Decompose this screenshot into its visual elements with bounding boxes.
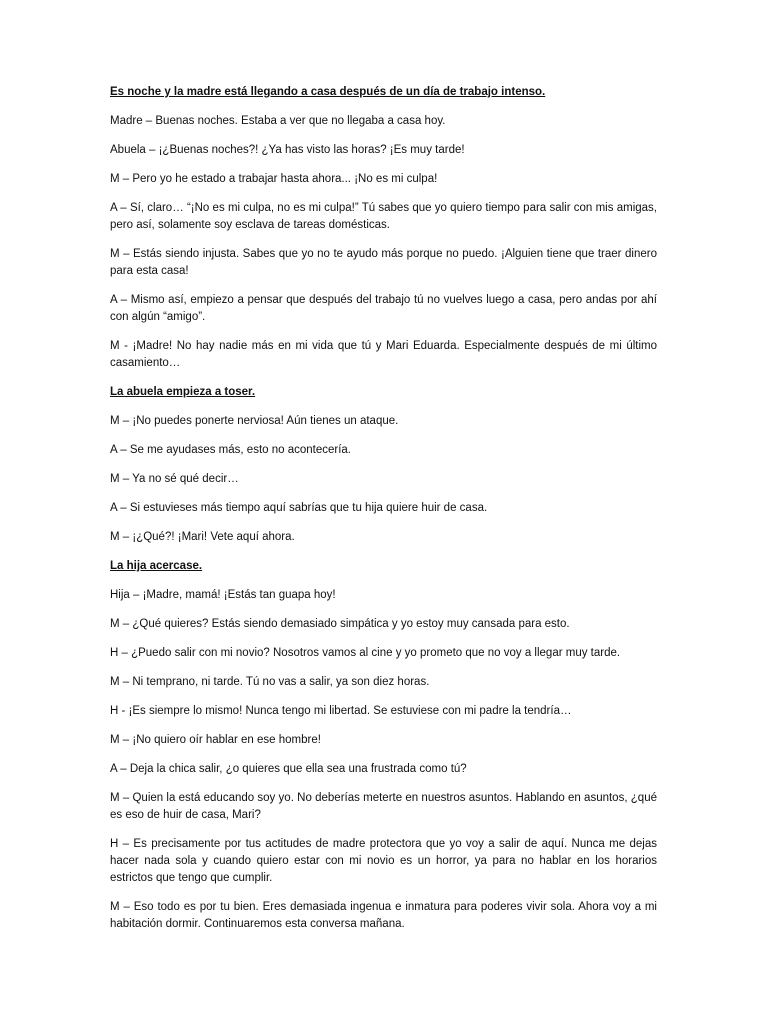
dialogue-line: M - ¡Madre! No hay nadie más en mi vida que tú y Mari Eduarda. Especialmente después de mi último casamiento… [110,340,657,369]
dialogue-line: M – ¿Qué quieres? Estás siendo demasiado simpática y yo estoy muy cansada para esto. [110,618,570,630]
dialogue-line: Abuela – ¡¿Buenas noches?! ¿Ya has visto las horas? ¡Es muy tarde! [110,144,465,156]
dialogue-line: A – Si estuvieses más tiempo aquí sabrías que tu hija quiere huir de casa. [110,502,488,514]
dialogue-line: M – Estás siendo injusta. Sabes que yo no te ayudo más porque no puedo. ¡Alguien tiene que traer dinero para esta casa! [110,248,657,277]
dialogue-line: M – Eso todo es por tu bien. Eres demasiada ingenua e inmatura para poderes vivir sola. Ahora voy a mi habitación dormir. Continuaremos esta conversa mañana. [110,901,657,930]
dialogue-line: A – Se me ayudases más, esto no acontecería. [110,444,352,456]
dialogue-line: H – Es precisamente por tus actitudes de madre protectora que yo voy a salir de aquí. Nunca me dejas hacer nada sola y cuando quiero estar con mi novio es un horror, ya para no hablar en los horarios estrictos que tengo que cumplir. [110,838,657,884]
dialogue-line: H - ¡Es siempre lo mismo! Nunca tengo mi libertad. Se estuviese con mi padre la tendría… [110,705,572,717]
dialogue-line: A – Sí, claro… “¡No es mi culpa, no es mi culpa!” Tú sabes que yo quiero tiempo para salir con mis amigas, pero así, solamente soy esclava de tareas domésticas. [110,202,657,231]
dialogue-line: M – ¡No quiero oír hablar en ese hombre! [110,734,321,746]
dialogue-line: M – Ni temprano, ni tarde. Tú no vas a salir, ya son diez horas. [110,676,430,688]
dialogue-line: M – ¡¿Qué?! ¡Mari! Vete aquí ahora. [110,531,295,543]
scene-direction: La hija acercase. [110,560,203,572]
dialogue-line: A – Deja la chica salir, ¿o quieres que ella sea una frustrada como tú? [110,763,467,775]
scene-direction: La abuela empieza a toser. [110,386,256,398]
dialogue-line: H – ¿Puedo salir con mi novio? Nosotros vamos al cine y yo prometo que no voy a llegar muy tarde. [110,647,621,659]
dialogue-line: M – Pero yo he estado a trabajar hasta ahora... ¡No es mi culpa! [110,173,438,185]
dialogue-line: M – Quien la está educando soy yo. No deberías meterte en nuestros asuntos. Hablando en asuntos, ¿qué es eso de huir de casa, Mari? [110,792,657,821]
dialogue-line: A – Mismo así, empiezo a pensar que después del trabajo tú no vuelves luego a casa, pero andas por ahí con algún “amigo”. [110,294,657,323]
dialogue-line: Hija – ¡Madre, mamá! ¡Estás tan guapa hoy! [110,589,336,601]
scene-direction: Es noche y la madre está llegando a casa después de un día de trabajo intenso. [110,86,546,98]
dialogue-line: M – ¡No puedes ponerte nerviosa! Aún tienes un ataque. [110,415,399,427]
dialogue-line: M – Ya no sé qué decir… [110,473,239,485]
dialogue-line: Madre – Buenas noches. Estaba a ver que no llegaba a casa hoy. [110,115,446,127]
document-page [110,84,657,945]
